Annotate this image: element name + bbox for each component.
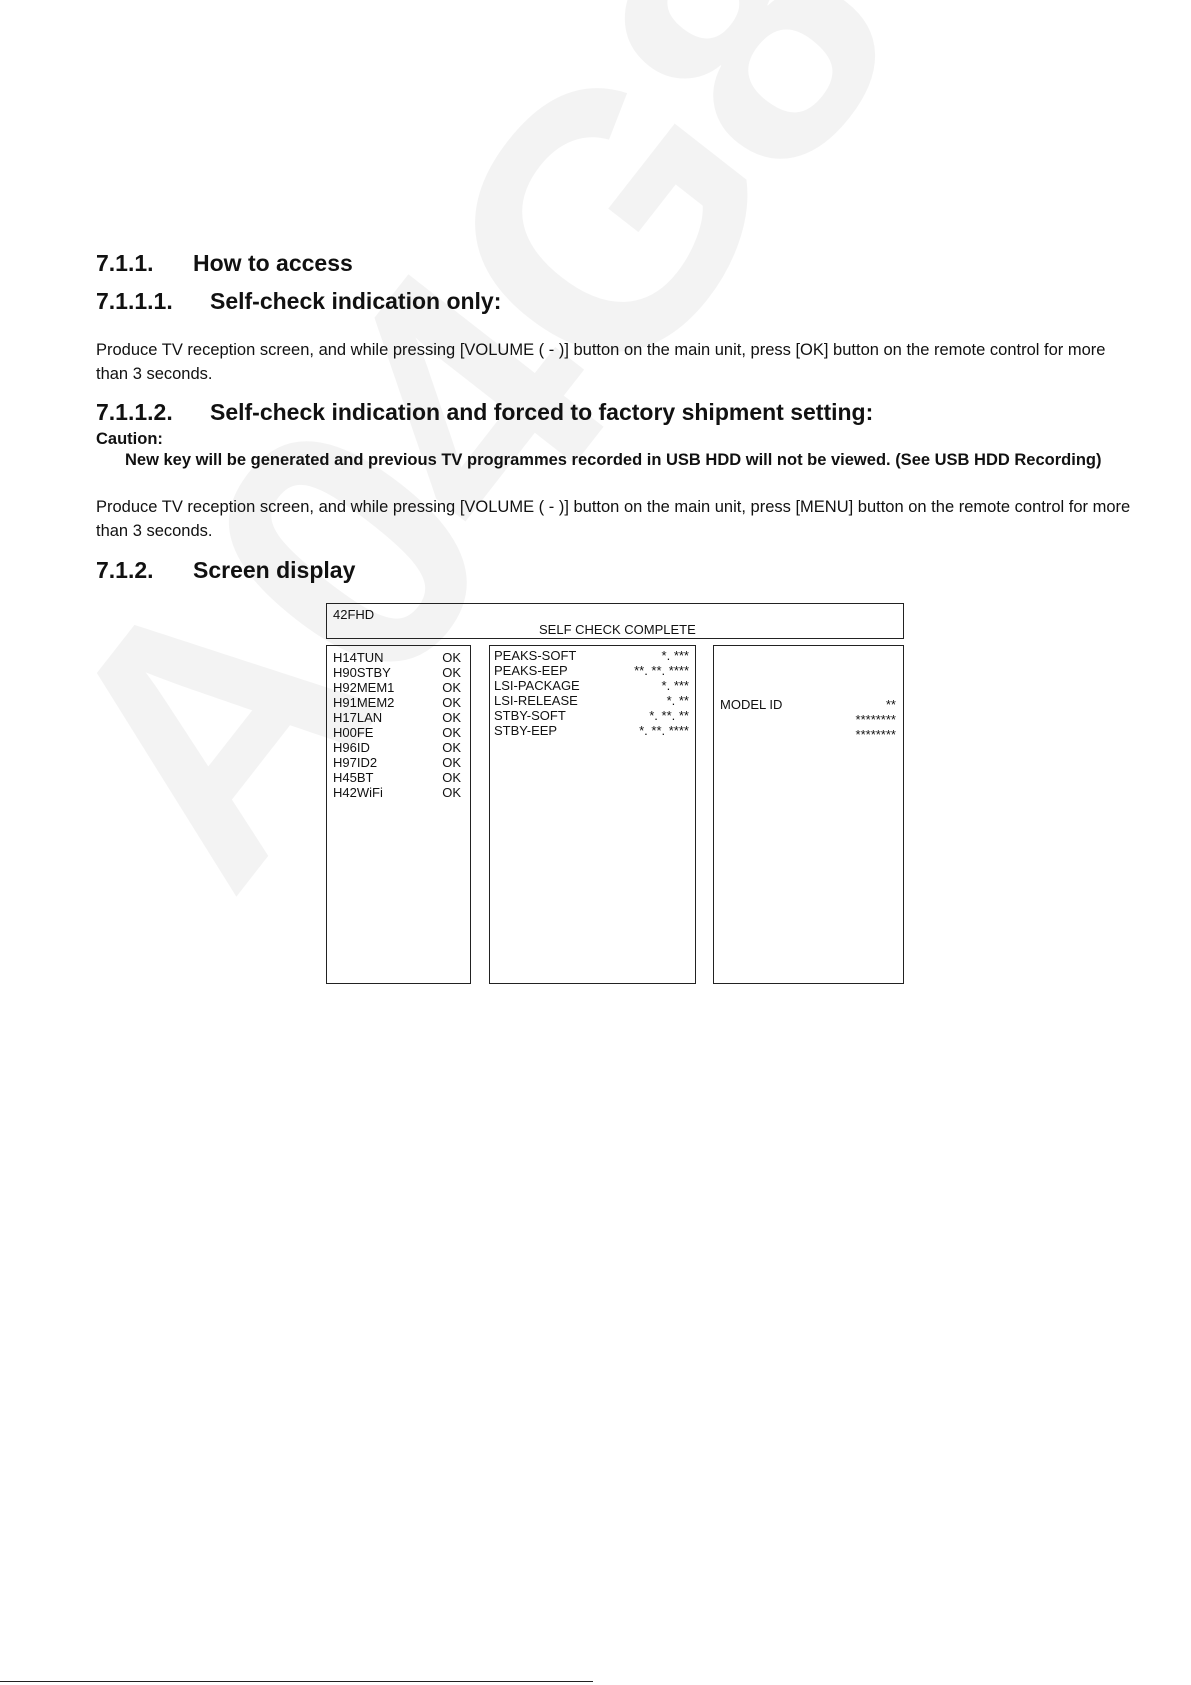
- row-label: H92MEM1: [333, 680, 395, 695]
- paragraph-factory-setting: Produce TV reception screen, and while pressing [VOLUME ( - )] button on the main unit, press [MENU] button on the remote control for more than 3 seconds.: [96, 498, 1131, 540]
- row-label: PEAKS-EEP: [494, 663, 568, 678]
- row-value: OK: [442, 785, 461, 800]
- caution-text: New key will be generated and previous TV programmes recorded in USB HDD will not be viewed. (See USB HDD Recording): [125, 451, 1102, 469]
- section-title: Self-check indication only:: [210, 288, 502, 314]
- row-label: H96ID: [333, 740, 370, 755]
- row-value: *. ***: [661, 678, 689, 693]
- row-label: H42WiFi: [333, 785, 383, 800]
- section-title: Self-check indication and forced to factory shipment setting:: [210, 399, 874, 425]
- section-number: 7.1.1.1.: [96, 288, 173, 314]
- check-results-panel: [326, 645, 471, 984]
- model-extra-value: ********: [855, 712, 896, 727]
- row-label: H90STBY: [333, 665, 391, 680]
- row-value: OK: [442, 710, 461, 725]
- row-label: LSI-RELEASE: [494, 693, 578, 708]
- row-label: STBY-SOFT: [494, 708, 566, 723]
- row-value: OK: [442, 695, 461, 710]
- model-id-value: **: [885, 697, 896, 712]
- row-value: OK: [442, 755, 461, 770]
- row-label: H17LAN: [333, 710, 383, 725]
- row-label: H00FE: [333, 725, 374, 740]
- section-number: 7.1.2.: [96, 557, 154, 583]
- model-info-panel: [713, 645, 904, 984]
- row-label: H91MEM2: [333, 695, 395, 710]
- row-value: **. **. ****: [634, 663, 689, 678]
- software-versions-panel: [489, 645, 696, 984]
- heading-screen-display: [96, 557, 355, 584]
- heading-factory-setting: [96, 399, 873, 426]
- row-value: OK: [442, 650, 461, 665]
- paragraph-indication-only: Produce TV reception screen, and while pressing [VOLUME ( - )] button on the main unit, press [OK] button on the remote control for more than 3 seconds.: [96, 341, 1106, 383]
- section-title: How to access: [193, 250, 353, 276]
- row-label: H97ID2: [333, 755, 378, 770]
- footer-divider: [0, 1681, 593, 1682]
- row-value: OK: [442, 725, 461, 740]
- model-id-label: MODEL ID: [720, 697, 783, 712]
- section-number: 7.1.1.: [96, 250, 154, 276]
- heading-indication-only: [96, 288, 501, 315]
- row-label: LSI-PACKAGE: [494, 678, 580, 693]
- row-value: OK: [442, 770, 461, 785]
- row-value: *. **: [666, 693, 689, 708]
- row-label: STBY-EEP: [494, 723, 558, 738]
- model-extra-value: ********: [855, 727, 896, 742]
- heading-how-to-access: [96, 250, 353, 277]
- row-label: H14TUN: [333, 650, 384, 665]
- row-value: OK: [442, 680, 461, 695]
- row-value: *. ***: [661, 648, 689, 663]
- self-check-screen-diagram: [326, 603, 904, 983]
- section-number: 7.1.1.2.: [96, 399, 173, 425]
- row-value: OK: [442, 740, 461, 755]
- model-code: 42FHD: [333, 607, 375, 622]
- row-value: *. **. ****: [639, 723, 689, 738]
- row-label: H45BT: [333, 770, 374, 785]
- self-check-status: SELF CHECK COMPLETE: [539, 622, 696, 637]
- status-bar: [326, 603, 904, 639]
- row-label: PEAKS-SOFT: [494, 648, 577, 663]
- section-title: Screen display: [193, 557, 356, 583]
- row-value: *. **. **: [649, 708, 689, 723]
- row-value: OK: [442, 665, 461, 680]
- caution-label: Caution:: [96, 430, 163, 448]
